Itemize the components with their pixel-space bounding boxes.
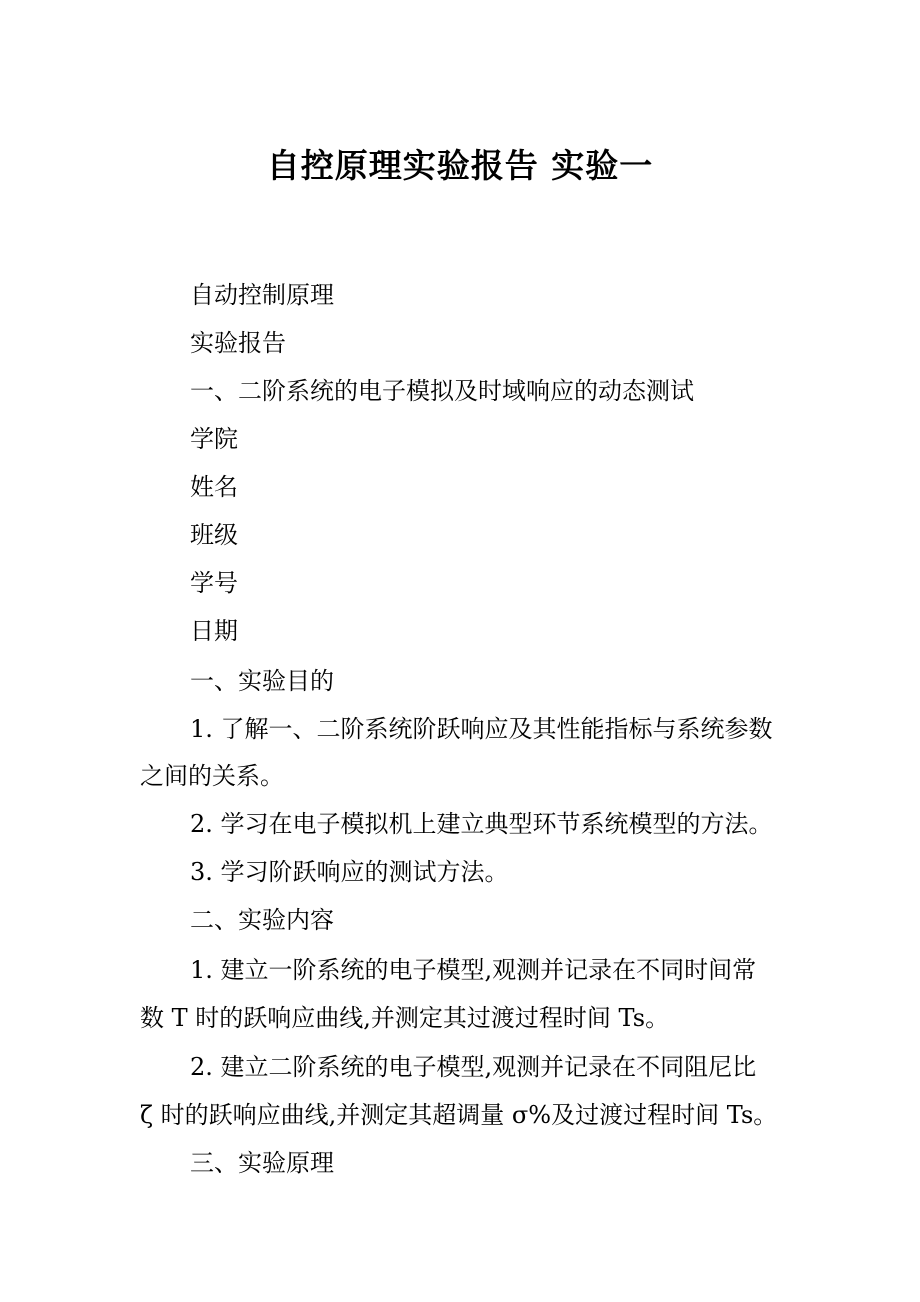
- content-item-1: 1. 建立一阶系统的电子模型,观测并记录在不同时间常: [190, 956, 757, 984]
- course-name: 自动控制原理: [190, 281, 334, 309]
- section-heading-content: 二、实验内容: [190, 906, 334, 934]
- field-date: 日期: [190, 617, 238, 645]
- section-heading-principle: 三、实验原理: [190, 1149, 334, 1177]
- field-college: 学院: [190, 425, 238, 453]
- section-heading-purpose: 一、实验目的: [190, 667, 334, 695]
- purpose-item-2: 2. 学习在电子模拟机上建立典型环节系统模型的方法。: [190, 810, 773, 838]
- experiment-title: 一、二阶系统的电子模拟及时域响应的动态测试: [190, 377, 694, 405]
- document-title: 自控原理实验报告 实验一: [266, 146, 654, 185]
- field-name: 姓名: [190, 473, 238, 501]
- report-label: 实验报告: [190, 329, 286, 357]
- field-student-id: 学号: [190, 569, 238, 597]
- content-item-2-cont: ζ 时的跃响应曲线,并测定其超调量 σ%及过渡过程时间 Ts。: [140, 1101, 778, 1129]
- field-class: 班级: [190, 521, 238, 549]
- purpose-item-3: 3. 学习阶跃响应的测试方法。: [190, 858, 509, 886]
- purpose-item-1-cont: 之间的关系。: [140, 762, 284, 790]
- content-item-2: 2. 建立二阶系统的电子模型,观测并记录在不同阻尼比: [190, 1053, 757, 1081]
- purpose-item-1: 1. 了解一、二阶系统阶跃响应及其性能指标与系统参数: [190, 715, 773, 743]
- content-item-1-cont: 数 T 时的跃响应曲线,并测定其过渡过程时间 Ts。: [140, 1004, 670, 1032]
